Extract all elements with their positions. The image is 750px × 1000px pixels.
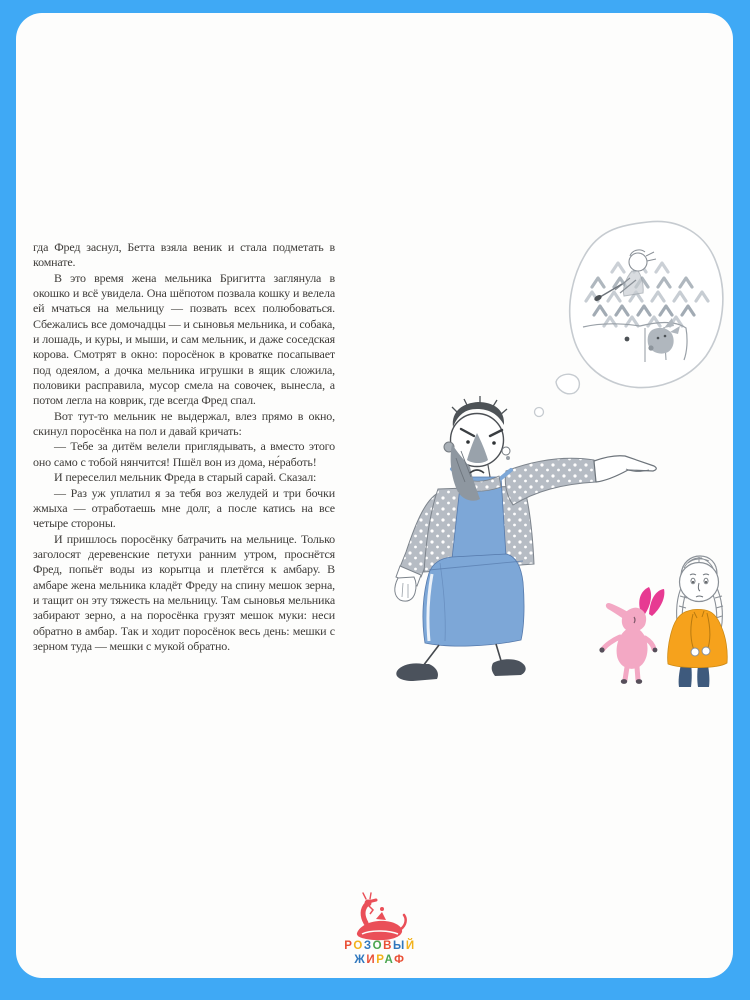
logo-wordmark-line1: РОЗОВЫЙ — [344, 940, 416, 952]
story-text — [33, 240, 335, 654]
story-paragraph: И переселил мельник Фреда в старый сарай. Сказал: — [54, 470, 317, 485]
miller-legs — [423, 644, 502, 666]
miller-head — [444, 396, 510, 501]
publisher-logo-wordmark — [305, 940, 455, 967]
pig-body — [603, 603, 654, 680]
story-paragraph: И пришлось поросёнку батрачить на мельнице. Только заголосят деревенские петухи ранним утром, проснётся Фред, попьёт воды из корытца и плетётся к амбару. В амбаре жена мельника кладёт Фреду на спину мешок зерна, и тащит он эту тяжесть на мельницу. Там сыновья мельника забирают зерно, а на поросёнка грузят мешок муки: неси обратно в амбар. Так и ходит поросёнок весь день: мешки с зерном туда — мешки с мукой обратно. — [33, 531, 335, 653]
story-paragraph: гда Фред заснул, Бетта взяла веник и стала подметать в комнате. — [33, 240, 335, 270]
story-paragraph: — Раз уж уплатил я за тебя воз желудей и три бочки жмыха — отработаешь мне долг, а после катись на все четыре стороны. — [33, 485, 335, 531]
story-paragraph: В это время жена мельника Бригитта заглянула в окошко и всё увидела. Она шёпотом позвала кошку и велела ей мчаться на мельницу — позвать всех полюбоваться. Сбежались все домочадцы — и сыновья мельника, и собака, и лошадь, и куры, и мыши, и сам мельник, и даже соседская корова. Смотрят в окно: поросёнок в кроватке посапывает под одеялом, а дочка мельника игрушки в ящик сложила, половики расправила, мусор смела на совочек, вынесла, а потом легла на коврик, где всегда Фред спал. — [33, 270, 335, 408]
story-paragraph: Вот тут-то мельник не выдержал, влез прямо в окно, скинул поросёнка на пол и давай кричать: — [33, 408, 335, 439]
logo-wordmark-line2: ЖИРАФ — [354, 953, 406, 966]
girl-figure — [668, 556, 728, 687]
story-paragraph: — Тебе за дитём велели приглядывать, а вместо этого оно само с тобой нянчится! Пшёл вон из дома, не́работь! — [33, 439, 335, 469]
girl-head — [680, 556, 719, 602]
logo-giraffe-icon — [357, 893, 406, 940]
miller-pointing-arm — [505, 456, 656, 505]
pig-figure — [599, 587, 664, 684]
miller-shoes — [396, 659, 525, 681]
thought-bubble — [535, 221, 723, 416]
